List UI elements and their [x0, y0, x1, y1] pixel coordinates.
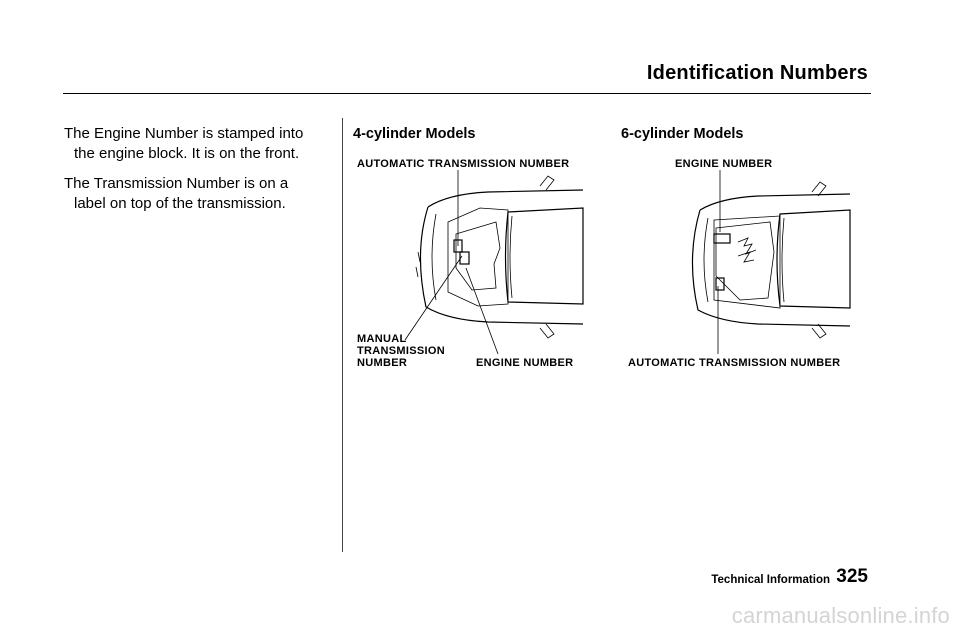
transmission-number-paragraph	[64, 174, 334, 214]
manual-label-line-3: NUMBER	[357, 357, 408, 369]
manual-label-line-2: TRANSMISSION	[357, 345, 445, 357]
footer-section-label: Technical Information	[711, 574, 830, 586]
six-cylinder-title: 6-cylinder Models	[621, 126, 744, 142]
transmission-paragraph-line-2: label on top of the transmission.	[74, 195, 286, 212]
four-cyl-manual-trans-label	[357, 333, 445, 369]
watermark-text: carmanualsonline.info	[731, 603, 950, 628]
header-rule	[63, 93, 871, 94]
transmission-paragraph-line-1: The Transmission Number is on a	[64, 175, 289, 192]
four-cyl-auto-trans-label: AUTOMATIC TRANSMISSION NUMBER	[357, 158, 570, 170]
manual-label-line-1: MANUAL	[357, 333, 407, 345]
six-cyl-leader-lines	[700, 168, 740, 368]
page-number: 325	[836, 566, 868, 587]
six-cyl-auto-trans-label: AUTOMATIC TRANSMISSION NUMBER	[628, 357, 841, 369]
column-divider	[342, 118, 343, 552]
engine-paragraph-line-2: the engine block. It is on the front.	[74, 145, 300, 162]
engine-number-paragraph	[64, 124, 334, 164]
page-title: Identification Numbers	[646, 62, 868, 84]
four-cylinder-title: 4-cylinder Models	[353, 126, 476, 142]
six-cyl-engine-label: ENGINE NUMBER	[675, 158, 773, 170]
four-cyl-engine-label: ENGINE NUMBER	[476, 357, 574, 369]
engine-paragraph-line-1: The Engine Number is stamped into	[64, 125, 304, 142]
